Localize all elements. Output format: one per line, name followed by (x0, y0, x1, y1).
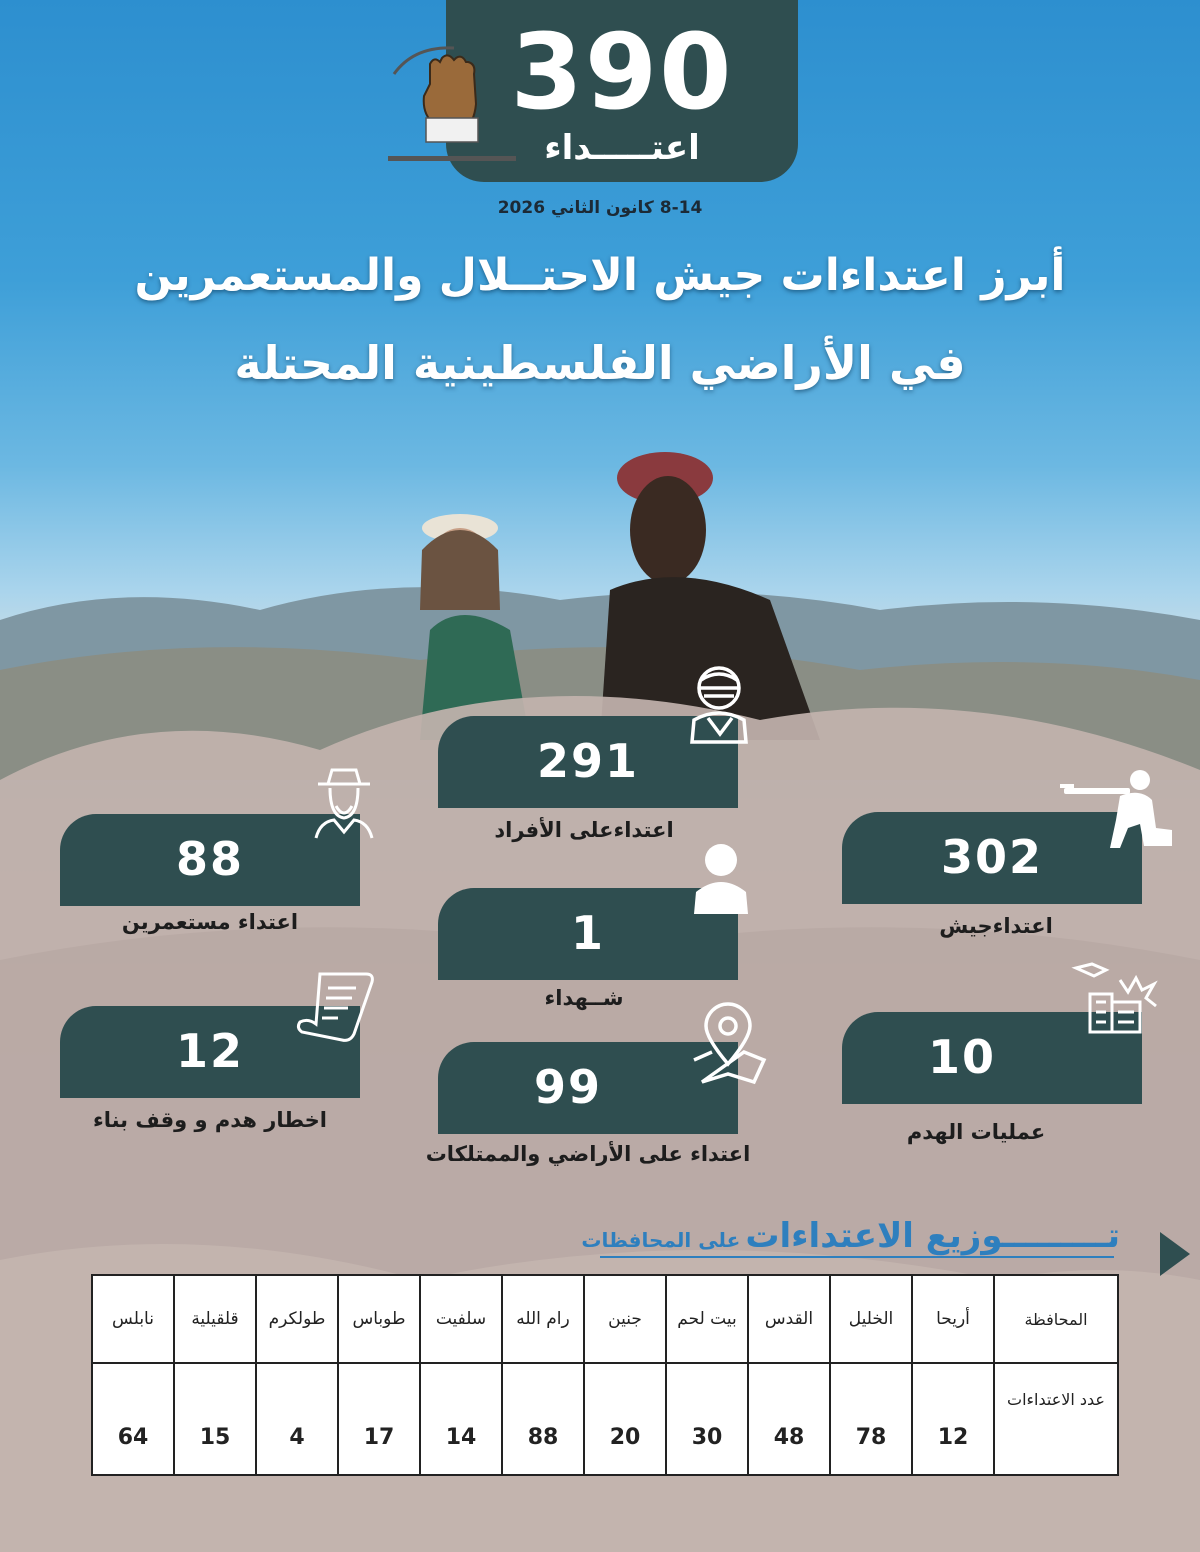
organization-logo (384, 44, 520, 170)
governorate-table (91, 1274, 1119, 1476)
governorate-cell: سلفيت (420, 1275, 502, 1363)
individuals-value: 291 (536, 734, 640, 788)
governorate-cell: بيت لحم (666, 1275, 748, 1363)
total-count: 390 (510, 11, 734, 133)
governorate-cell: رام الله (502, 1275, 584, 1363)
injured-person-icon (686, 662, 752, 744)
distribution-marker (1160, 1232, 1190, 1276)
soldier-icon (1060, 768, 1178, 852)
demolition-icon (1070, 958, 1158, 1034)
count-cell: 78 (830, 1363, 912, 1475)
date-range: 8-14 كانون الثاني 2026 (497, 198, 703, 218)
count-cell: 64 (92, 1363, 174, 1475)
governorate-cell: الخليل (830, 1275, 912, 1363)
title-line-1: أبرز اعتداءات جيش الاحتــلال والمستعمرين (134, 250, 1066, 301)
count-cell: 30 (666, 1363, 748, 1475)
count-cell: 88 (502, 1363, 584, 1475)
distribution-title (420, 1216, 1120, 1256)
lands-label: اعتداء على الأراضي والممتلكات (425, 1142, 751, 1166)
notices-value: 12 (175, 1024, 244, 1078)
martyrs-value: 1 (570, 906, 605, 960)
governorate-header: المحافظة (994, 1275, 1118, 1363)
distribution-underline (600, 1256, 1114, 1258)
governorate-cell: جنين (584, 1275, 666, 1363)
document-icon (294, 968, 378, 1044)
count-cell: 14 (420, 1363, 502, 1475)
settler-icon (310, 766, 378, 840)
army-value: 302 (940, 830, 1044, 884)
governorate-cell: القدس (748, 1275, 830, 1363)
total-label: اعتـــــداء (544, 128, 700, 168)
count-cell: 12 (912, 1363, 994, 1475)
governorate-cell: نابلس (92, 1275, 174, 1363)
table-row (92, 1363, 1118, 1475)
settlers-label: اعتداء مستعمرين (121, 910, 299, 934)
distribution-title-main: تـــــــــوزيع الاعتداءات (745, 1216, 1120, 1256)
governorate-cell: أريحا (912, 1275, 994, 1363)
settlers-value: 88 (175, 832, 244, 886)
distribution-title-sub: على المحافظات (581, 1228, 741, 1252)
count-cell: 4 (256, 1363, 338, 1475)
count-cell: 48 (748, 1363, 830, 1475)
count-cell: 20 (584, 1363, 666, 1475)
count-header: عدد الاعتداءات (994, 1363, 1118, 1475)
governorate-cell: طولكرم (256, 1275, 338, 1363)
lands-value: 99 (533, 1060, 602, 1114)
demolitions-label: عمليات الهدم (906, 1120, 1046, 1144)
notices-label: اخطار هدم و وقف بناء (92, 1108, 328, 1132)
person-icon (692, 842, 750, 914)
governorate-cell: طوباس (338, 1275, 420, 1363)
demolitions-value: 10 (927, 1030, 996, 1084)
title-line-2: في الأراضي الفلسطينية المحتلة (234, 336, 966, 390)
count-cell: 17 (338, 1363, 420, 1475)
map-pin-icon (688, 1002, 768, 1086)
martyrs-label: شــهداء (544, 986, 624, 1010)
count-cell: 15 (174, 1363, 256, 1475)
army-label: اعتداءجيش (939, 914, 1053, 938)
table-row (92, 1275, 1118, 1363)
individuals-label: اعتداءعلى الأفراد (494, 818, 674, 842)
governorate-cell: قلقيلية (174, 1275, 256, 1363)
